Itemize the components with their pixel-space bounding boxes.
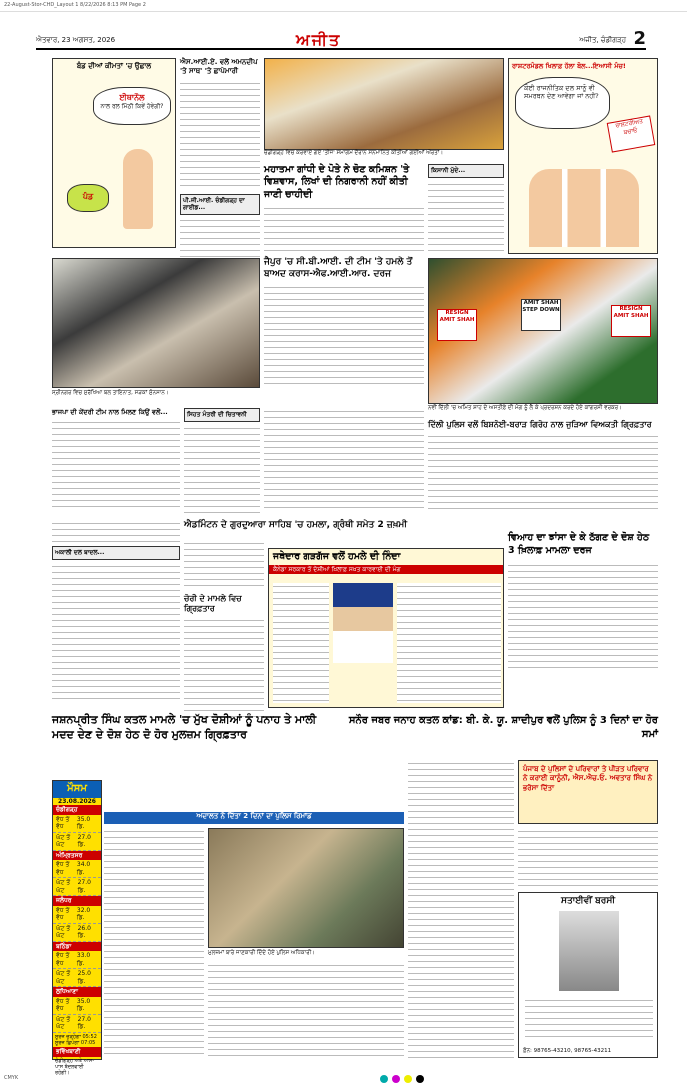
cartoon-left-title: ਬੰਡ ਦੀਆਂ ਕੀਮਤਾਂ 'ਚ ਉਛਾਲ bbox=[76, 62, 152, 70]
obituary-title: ਸਤਾਈਵੀਂ ਬਰਸੀ bbox=[560, 896, 616, 906]
weather-label: ਵੱਧ ਤੋਂ ਵੱਧ bbox=[56, 815, 70, 830]
weather-label: ਘੱਟ ਤੋਂ ਘੱਟ bbox=[56, 833, 71, 848]
sidebar-box: ਪੀ.ਜੀ.ਆਈ. ਚੰਡੀਗੜ੍ਹ ਦਾ ਗਾਈਡ... bbox=[180, 194, 260, 215]
story-headline: ਐਸ.ਆਈ.ਏ. ਵਲੋਂ ਅਮਨਦੀਪ 'ਤੇ ਸਾਥ' 'ਤੇ ਛਾਪੇਮਾਰੀ bbox=[180, 58, 258, 75]
weather-row bbox=[53, 860, 101, 878]
photo-top bbox=[264, 58, 504, 150]
story-body bbox=[180, 80, 260, 190]
story-marriage bbox=[508, 532, 658, 692]
bjp-headline: ਭਾਜਪਾ ਦੀ ਕੇਂਦਰੀ ਟੀਮ ਨਾਲ ਮਿਲਣ ਕਿਉਂ ਵਲੋਂ... bbox=[52, 408, 168, 416]
weather-city: ਬਠਿੰਡਾ bbox=[53, 942, 101, 952]
weather-value: 25.0 ਡਿ. bbox=[77, 970, 91, 985]
story-delhi-police bbox=[428, 420, 658, 520]
forecast-text: ਚੰਡੀਗੜ੍ਹ ਅਤੇ ਆਸ-ਪਾਸ ਬੱਦਲਵਾਈ ਰਹੇਗੀ। bbox=[55, 1057, 95, 1076]
delhi-headline: ਦਿੱਲੀ ਪੁਲਿਸ ਵਲੋਂ ਬਿਸ਼ਨੋਈ-ਬਰਾੜ ਗਿਰੋਹ ਨਾਲ ਜੁੜਿਆ ਵਿਅਕਤੀ ਗ੍ਰਿਫ਼ਤਾਰ bbox=[428, 420, 652, 429]
weather-row bbox=[53, 906, 101, 924]
forecast-head: ਭਵਿੱਖਬਾਣੀ bbox=[53, 1047, 101, 1057]
weather-row bbox=[53, 878, 101, 896]
obituary bbox=[518, 892, 658, 1058]
weather-row bbox=[53, 924, 101, 942]
page-folio bbox=[36, 28, 646, 50]
obituary-portrait bbox=[559, 911, 619, 991]
weather-city: ਅੰਮ੍ਰਿਤਸਰ bbox=[53, 851, 101, 861]
print-slug: 22-August-Stor-CHD_Layout 1 8/22/2026 8:13 PM Page 2 bbox=[0, 0, 687, 12]
photo-mid-right bbox=[428, 258, 658, 404]
weather-value: 27.0 ਡਿ. bbox=[77, 833, 91, 848]
speech-bubble-right: ਕੋਈ ਰਾਜਨੀਤਿਕ ਦਲ ਸਾਨੂੰ ਵੀ ਸਮਰਥਨ ਦੇਣ ਆਵੇਗਾ ਜਾਂ ਨਹੀਂ? bbox=[515, 77, 610, 129]
cartoon-left bbox=[52, 58, 176, 248]
weather-label: ਵੱਧ ਤੋਂ ਵੱਧ bbox=[56, 906, 70, 921]
weather-date: 23.08.2026 bbox=[58, 797, 96, 805]
weather-value: 35.0 ਡਿ. bbox=[76, 997, 91, 1012]
obituary-phone: ਫ਼ੋਨ: 98765-43210, 98765-43211 bbox=[523, 1048, 612, 1055]
photo-mid-right-caption: ਨਵੀਂ ਦਿੱਲੀ 'ਚ ਅਮਿਤ ਸ਼ਾਹ ਦੇ ਅਸਤੀਫ਼ੇ ਦੀ ਮੰਗ ਨੂੰ ਲੈ ਕੇ ਪ੍ਰਦਰਸ਼ਨ ਕਰਦੇ ਹੋਏ ਕਾਂਗਰਸੀ ਵਰਕਰ। bbox=[428, 405, 658, 417]
photo-top-caption: ਚੰਡੀਗੜ੍ਹ ਵਿਚ ਕਰਵਾਏ ਗਏ 'ਤੀਜ' ਸਮਾਗਮ ਦੌਰਾਨ ਸਨਮਾਨਿਤ ਕੀਤੀਆਂ ਗਈਆਂ ਔਰਤਾਂ। bbox=[264, 150, 504, 162]
weather-label: ਵੱਧ ਤੋਂ ਵੱਧ bbox=[56, 997, 70, 1012]
jathedar-subhead: ਕੈਨੇਡਾ ਸਰਕਾਰ ਤੋਂ ਦੋਸ਼ੀਆਂ ਖ਼ਿਲਾਫ਼ ਸਖ਼ਤ ਕਾਰਵਾਈ ਦੀ ਮੰਗ bbox=[269, 565, 503, 575]
weather-label: ਘੱਟ ਤੋਂ ਘੱਟ bbox=[56, 924, 71, 939]
weather-city: ਚੰਡੀਗੜ੍ਹ bbox=[53, 805, 101, 815]
weather-box bbox=[52, 780, 102, 1076]
story-theft bbox=[184, 540, 264, 720]
story-column-3: ਸਿਹਤ ਮੰਤਰੀ ਦੀ ਚਿਤਾਵਨੀ bbox=[184, 408, 260, 518]
weather-title: ਮੌਸਮ bbox=[53, 781, 101, 798]
story-column-1 bbox=[180, 58, 260, 248]
weather-cities bbox=[53, 805, 101, 1033]
jaipur-headline: ਜੈਪੁਰ 'ਚ ਸੀ.ਬੀ.ਆਈ. ਦੀ ਟੀਮ 'ਤੇ ਹਮਲੇ ਤੋਂ ਬਾਅਦ ਕਰਾਸ-ਐਫ.ਆਈ.ਆਰ. ਦਰਜ bbox=[264, 257, 413, 280]
weather-value: 35.0 ਡਿ. bbox=[76, 815, 91, 830]
story-bjp bbox=[52, 408, 180, 518]
footer-mark: CMYK bbox=[4, 1075, 19, 1081]
pull-quote-box: ਪੰਜਾਬ ਦੇ ਪੁਲਿਸਾਂ ਦੇ ਪਰਿਵਾਰਾਂ ਤੇ ਪੀੜਤ ਪਰਿਵਾਰ ਨੇ ਕਰਾਈ ਕਾਨੂੰਨੀ, ਐਸ.ਐਚ.ਓ. ਅਵਤਾਰ ਸਿੰਘ ਨੇ ਭਰੋਸਾ ਦਿੱਤਾ bbox=[518, 760, 658, 824]
weather-label: ਘੱਟ ਤੋਂ ਘੱਟ bbox=[56, 1015, 71, 1030]
theft-headline: ਚੋਰੀ ਦੇ ਮਾਮਲੇ ਵਿਚ ਗ੍ਰਿਫ਼ਤਾਰ bbox=[184, 594, 242, 613]
lead-headline: ਮਹਾਤਮਾ ਗਾਂਧੀ ਦੇ ਪੋਤੇ ਨੇ ਚੋਣ ਕਮਿਸ਼ਨ 'ਤੇ ਵਿਸ਼ਵਾਸ, ਲਿਖਾਂ ਦੀ ਨਿਗਰਾਨੀ ਨਹੀਂ ਕੀਤੀ ਜਾਣੀ ਚਾਹੀਦੀ bbox=[264, 164, 410, 200]
jathedar-headline: ਜਥੇਦਾਰ ਗੜਗੱਜ ਵਲੋਂ ਹਮਲੇ ਦੀ ਨਿੰਦਾ bbox=[273, 551, 401, 562]
weather-value: 27.0 ਡਿ. bbox=[77, 1015, 91, 1030]
story-jaipur bbox=[264, 256, 424, 406]
weather-row bbox=[53, 815, 101, 833]
jashanpreet-strap: ਅਦਾਲਤ ਨੇ ਦਿੱਤਾ 2 ਦਿਨਾਂ ਦਾ ਪੁਲਿਸ ਰਿਮਾਂਡ bbox=[104, 812, 404, 824]
crowd-icon bbox=[529, 169, 639, 247]
photo-mid-left-caption: ਸ੍ਰੀਨਗਰ ਵਿਚ ਸੁਰੱਖਿਆ ਬਲ ਤਾਇਨਾਤ, ਸੜਕਾਂ ਸੁੰਨਸਾਨ। bbox=[52, 390, 260, 400]
speech-bubble: ਈਥਾਨੌਲ ਨਾਲ ਰਲ ਮਿੱਠੀ ਕਿਵੇਂ ਹੋਵੇਗੀ? bbox=[93, 87, 171, 125]
folio-date: ਐਤਵਾਰ, 23 ਅਗਸਤ, 2026 bbox=[36, 36, 116, 44]
cartoon-right bbox=[508, 58, 658, 254]
sack-icon: ਪੰਡ bbox=[67, 184, 109, 212]
page-number: 2 bbox=[633, 28, 646, 49]
sanour-headline: ਸਨੌਰ ਜਬਰ ਜਨਾਹ ਕਤਲ ਕਾਂਡ: ਬੀ. ਕੇ. ਯੂ. ਸ਼ਾਦੀਪੁਰ ਵਲੋਂ ਪੁਲਿਸ ਨੂੰ 3 ਦਿਨਾਂ ਦਾ ਹੋਰ ਸਮਾਂ bbox=[348, 715, 658, 740]
jashanpreet-headline: ਜਸ਼ਨਪ੍ਰੀਤ ਸਿੰਘ ਕਤਲ ਮਾਮਲੇ 'ਚ ਮੁੱਖ ਦੋਸ਼ੀਆਂ ਨੂੰ ਪਨਾਹ ਤੇ ਮਾਲੀ ਮਦਦ ਦੇਣ ਦੇ ਦੋਸ਼ ਹੇਠ ਦੋ ਹੋਰ ਮੁਲਜ਼ਮ ਗ੍ਰਿਫ਼ਤਾਰ bbox=[52, 713, 317, 742]
cmyk-dot-m bbox=[392, 1075, 400, 1083]
weather-value: 32.0 ਡਿ. bbox=[76, 906, 91, 921]
story-column-2: ਕਿਸਾਨੀ ਮੁੱਦੇ... bbox=[428, 164, 504, 254]
folio-place: ਅਜੀਤ, ਚੰਡੀਗੜ੍ਹ bbox=[579, 36, 626, 44]
weather-row bbox=[53, 1015, 101, 1033]
placard-icon: ਰਾਸ਼ਟਰੀਅਤ ਬਚਾਓ bbox=[607, 115, 656, 152]
story-sanour-head bbox=[336, 714, 658, 754]
weather-sun: ਸੂਰਜ ਚੜ੍ਹੇਗਾ 05:52 ਸੂਰਜ ਛਿਪੇਗਾ 07:05 bbox=[55, 1033, 97, 1046]
weather-city: ਜਲੰਧਰ bbox=[53, 896, 101, 906]
weather-label: ਘੱਟ ਤੋਂ ਘੱਟ bbox=[56, 970, 71, 985]
weather-row bbox=[53, 997, 101, 1015]
marriage-headline: ਵਿਆਹ ਦਾ ਝਾਂਸਾ ਦੇ ਕੇ ਠੱਗਣ ਦੇ ਦੋਸ਼ ਹੇਠ 3 ਖ਼ਿਲਾਫ਼ ਮਾਮਲਾ ਦਰਜ bbox=[508, 532, 650, 556]
weather-value: 34.0 ਡਿ. bbox=[76, 861, 91, 876]
weather-row bbox=[53, 969, 101, 987]
weather-label: ਘੱਟ ਤੋਂ ਘੱਟ bbox=[56, 879, 71, 894]
placard-3: RESIGN AMIT SHAH bbox=[611, 305, 651, 337]
photo-accused bbox=[208, 828, 404, 948]
photo-mid-left bbox=[52, 258, 260, 388]
figure-icon bbox=[123, 149, 153, 229]
placard-1: RESIGN AMIT SHAH bbox=[437, 309, 477, 341]
masthead: ਅਜੀਤ bbox=[296, 30, 342, 49]
weather-value: 33.0 ਡਿ. bbox=[76, 952, 91, 967]
left-column-briefs: ਅਕਾਲੀ ਦਲ ਬਾਦਲ... bbox=[52, 520, 180, 700]
cmyk-dot-k bbox=[416, 1075, 424, 1083]
weather-label: ਵੱਧ ਤੋਂ ਵੱਧ bbox=[56, 861, 70, 876]
footer-bar bbox=[0, 1073, 687, 1085]
story-jashanpreet-head bbox=[52, 712, 332, 762]
photo-accused-caption: ਮੁਲਜ਼ਮਾਂ ਬਾਰੇ ਜਾਣਕਾਰੀ ਦਿੰਦੇ ਹੋਏ ਪੁਲਿਸ ਅਧਿਕਾਰੀ। bbox=[208, 950, 404, 960]
edmonton-headline: ਐਡਮਿੰਟਨ ਦੇ ਗੁਰਦੁਆਰਾ ਸਾਹਿਬ 'ਚ ਹਮਲਾ, ਗ੍ਰੰਥੀ ਸਮੇਤ 2 ਜ਼ਖ਼ਮੀ bbox=[184, 520, 408, 530]
lead-body bbox=[264, 205, 424, 253]
weather-value: 26.0 ਡਿ. bbox=[77, 924, 91, 939]
weather-label: ਵੱਧ ਤੋਂ ਵੱਧ bbox=[56, 952, 70, 967]
weather-value: 27.0 ਡਿ. bbox=[77, 879, 91, 894]
portrait-photo bbox=[333, 583, 393, 663]
cartoon-right-title: ਰਾਸ਼ਟਰਮੰਡਲ ਖਿਲਾਫ਼ ਹੱਲਾ ਬੋਲ...ਇਆਸੀ ਮੰਚ! bbox=[512, 62, 626, 70]
lead-story bbox=[264, 164, 424, 254]
weather-row bbox=[53, 951, 101, 969]
cmyk-dot-y bbox=[404, 1075, 412, 1083]
story-jathedar bbox=[268, 548, 504, 708]
placard-2: AMIT SHAH STEP DOWN bbox=[521, 299, 561, 331]
weather-row bbox=[53, 833, 101, 851]
cmyk-dot-c bbox=[380, 1075, 388, 1083]
weather-city: ਲੁਧਿਆਣਾ bbox=[53, 987, 101, 997]
